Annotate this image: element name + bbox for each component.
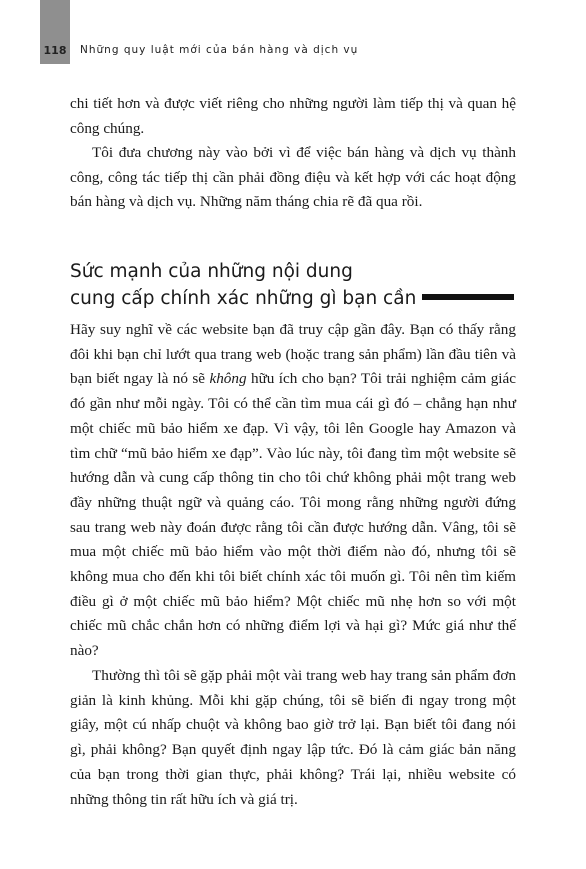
paragraph-continued: chi tiết hơn và được viết riêng cho những người làm tiếp thị và quan hệ công chúng. [70,95,516,137]
page-number: 118 [43,44,67,57]
paragraph-text-part2: hữu ích cho bạn? Tôi trải nghiệm cảm giác đó gần như mỗi ngày. Tôi có thể cần tìm mua cái gì đó – chẳng hạn như một chiếc mũ bảo hiểm xe đạp. Vì vậy, tôi lên Google hay Amazon và tìm chữ “mũ bảo hiểm xe đạp”. Vào lúc này, tôi đang tìm một website sẽ hướng dẫn và cung cấp thông tin cho tôi chứ không phải một trang web đầy những thuật ngữ và quảng cáo. Tôi mong rằng những người đứng sau trang web này đoán được rằng tôi cần được hướng dẫn. Vâng, tôi sẽ mua một chiếc mũ bảo hiểm vào một thời điểm nào đó, nhưng tôi sẽ không mua cho đến khi tôi biết chính xác tôi muốn gì. Tôi nên tìm kiếm điều gì ở một chiếc mũ bảo hiểm? Một chiếc mũ nhẹ hơn so với một chiếc mũ chắc chắn hơn có những điểm lợi và hại gì? Mức giá như thế nào? [70,370,516,660]
heading-rule [422,294,514,300]
paragraph-website-experience [70,318,516,664]
section-heading [70,258,516,312]
paragraph-intro: Tôi đưa chương này vào bởi vì để việc bán hàng và dịch vụ thành công, công tác tiếp thị cần phải đồng điệu và kết hợp với các hoạt động bán hàng và dịch vụ. Những năm tháng chia rẽ đã qua rồi. [70,144,516,211]
paragraph-text-part1: Hãy suy nghĩ về các website bạn đã truy cập gần đây. Bạn có thấy rằng đôi khi bạn chỉ lướt qua trang web (hoặc trang sản phẩm) lần đầu tiên và bạn biết ngay là nó sẽ [70,321,516,388]
emphasis-text: không [209,370,247,388]
running-title: Những quy luật mới của bán hàng và dịch vụ [80,44,359,56]
section-heading-line1: Sức mạnh của những nội dung [70,261,353,282]
section-heading-line2: cung cấp chính xác những gì bạn cần [70,288,417,309]
paragraph-bad-websites: Thường thì tôi sẽ gặp phải một vài trang web hay trang sản phẩm đơn giản là kinh khủng. Mỗi khi gặp chúng, tôi sẽ biến đi ngay trong một giây, một cú nhấp chuột và không bao giờ trở lại. Bạn biết tôi đang nói gì, phải không? Bạn quyết định ngay lập tức. Đó là cảm giác bản năng của bạn trong thời gian thực, phải không? Trái lại, nhiều website có những thông tin rất hữu ích và giá trị. [70,667,516,808]
